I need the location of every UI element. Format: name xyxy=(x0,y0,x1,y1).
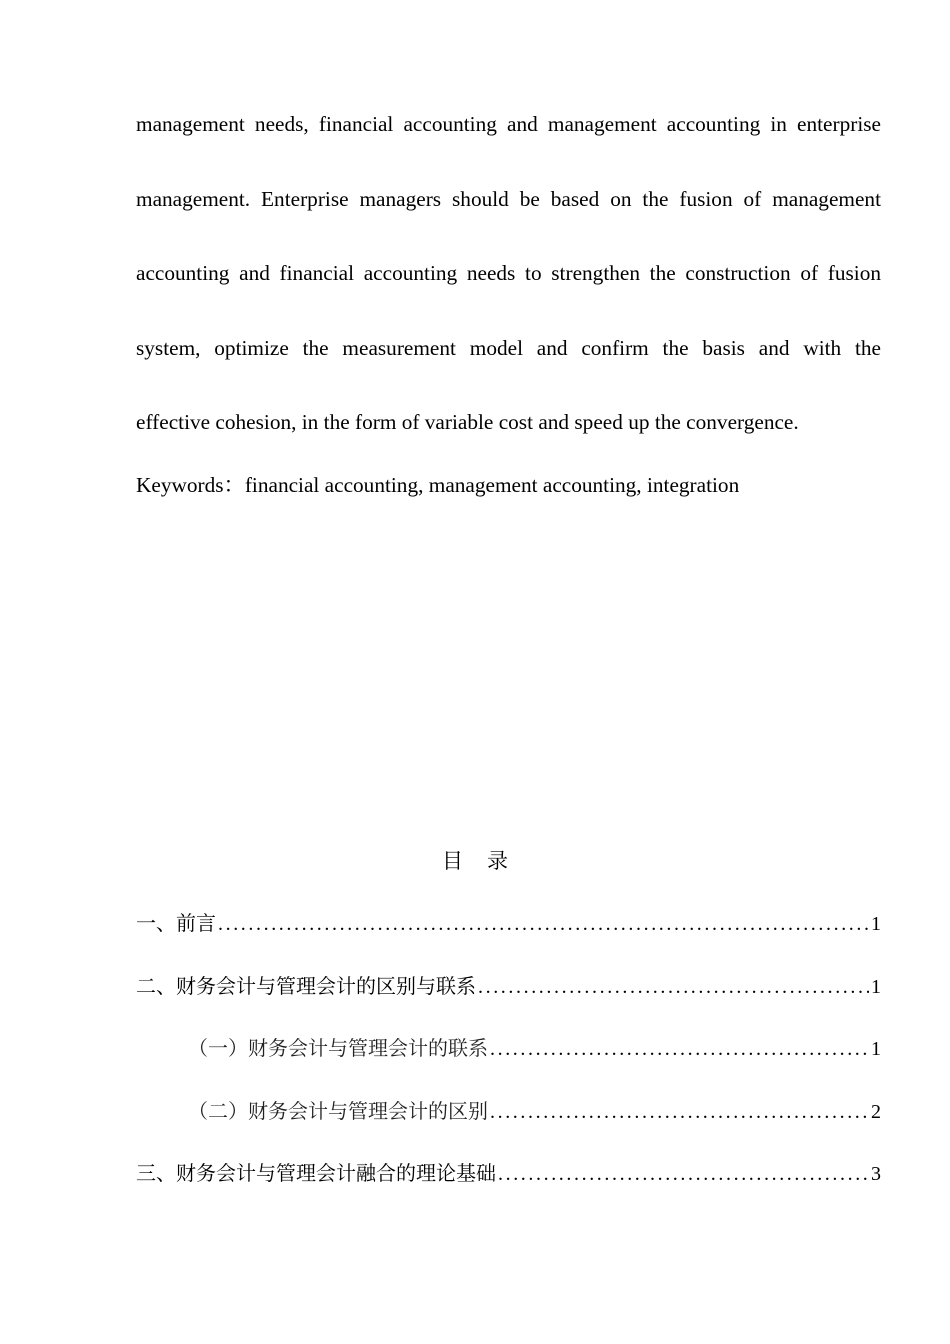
toc-entry[interactable] xyxy=(136,1094,881,1128)
toc-entry[interactable] xyxy=(136,969,881,1003)
toc-dot-leader xyxy=(478,970,869,1004)
toc-page-number: 1 xyxy=(871,913,881,935)
toc-page-number: 2 xyxy=(871,1100,881,1123)
toc-dot-leader xyxy=(490,1032,869,1066)
toc-page-number: 1 xyxy=(871,975,881,998)
toc-entry[interactable] xyxy=(136,906,881,940)
toc-entry[interactable] xyxy=(136,1031,881,1065)
abstract-line: accounting and financial accounting needs to strengthen the construction of fusion xyxy=(136,261,881,286)
toc-entry-label: 二、财务会计与管理会计的区别与联系 xyxy=(136,973,476,998)
abstract-line: management. Enterprise managers should be based on the fusion of management xyxy=(136,186,881,211)
keywords-text: financial accounting, management accounting, integration xyxy=(244,473,740,498)
toc-dot-leader xyxy=(498,1157,869,1191)
abstract-line: system, optimize the measurement model and confirm the basis and with the xyxy=(136,335,881,360)
toc-entry-label: 三、财务会计与管理会计融合的理论基础 xyxy=(136,1161,496,1186)
toc-title xyxy=(0,845,950,875)
keywords xyxy=(136,467,881,504)
toc-page-number: 1 xyxy=(871,1038,881,1061)
keywords-label: Keywords： xyxy=(136,473,245,498)
abstract-line: management needs, financial accounting and management accounting in enterprise xyxy=(136,112,881,136)
abstract-section xyxy=(136,106,881,504)
toc-title-char: 目 xyxy=(442,849,463,873)
toc-title-char: 录 xyxy=(487,849,508,873)
toc-entry-label: （一）财务会计与管理会计的联系 xyxy=(188,1036,488,1061)
table-of-contents xyxy=(136,906,881,1219)
toc-entry-label: （二）财务会计与管理会计的区别 xyxy=(188,1098,488,1123)
abstract-line: effective cohesion, in the form of variable cost and speed up the convergence. xyxy=(136,410,799,435)
toc-page-number: 3 xyxy=(871,1163,881,1186)
toc-entry[interactable] xyxy=(136,1156,881,1190)
toc-dot-leader xyxy=(218,907,869,941)
toc-entry-label: 一、前言 xyxy=(136,911,216,935)
toc-dot-leader xyxy=(490,1095,869,1129)
